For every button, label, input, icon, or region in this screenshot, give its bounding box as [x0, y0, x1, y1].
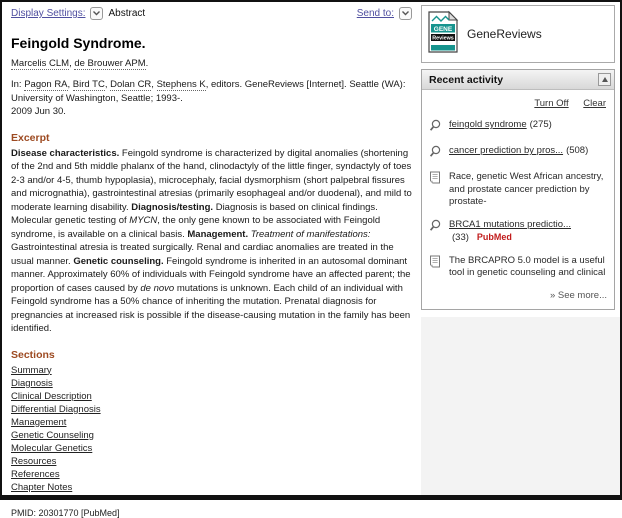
toolbar: [11, 7, 412, 20]
editor-link[interactable]: Stephens K: [156, 79, 206, 90]
editor-link[interactable]: Pagon RA: [24, 79, 68, 90]
author-link[interactable]: Marcelis CLM: [11, 58, 70, 69]
author-separator: ,: [69, 58, 75, 69]
activity-link[interactable]: cancer prediction by pros...: [449, 145, 564, 156]
citation-date: 2009 Jun 30.: [11, 106, 66, 117]
svg-text:Reviews: Reviews: [432, 35, 454, 42]
activity-link[interactable]: feingold syndrome: [449, 119, 527, 130]
recent-activity-title: Recent activity: [429, 73, 504, 86]
section-link[interactable]: Differential Diagnosis: [11, 403, 101, 415]
document-icon: [429, 255, 443, 271]
genereviews-brand-box[interactable]: [421, 5, 615, 63]
activity-item: [429, 171, 607, 209]
search-icon: [429, 219, 443, 235]
activity-count: (275): [529, 119, 552, 130]
section-link[interactable]: Summary: [11, 364, 52, 376]
recent-activity-portlet: [421, 69, 615, 310]
author-list: [11, 58, 412, 69]
pubmed-badge: PubMed: [476, 232, 512, 242]
activity-link[interactable]: BRCA1 mutations predictio...: [449, 218, 571, 230]
see-more-link[interactable]: » See more...: [549, 289, 607, 301]
activity-item: [429, 219, 607, 245]
activity-count: (508): [566, 145, 589, 156]
genereviews-logo-icon: [428, 11, 458, 58]
section-link[interactable]: Molecular Genetics: [11, 442, 93, 454]
editor-link[interactable]: Bird TC: [72, 79, 105, 90]
editor-link[interactable]: Dolan CR: [110, 79, 152, 90]
citation-prefix: In:: [11, 79, 25, 90]
sections-heading: Sections: [11, 348, 55, 361]
recent-activity-body: [422, 90, 614, 309]
activity-text: Race, genetic West African ancestry, and prostate cancer prediction by prostate-: [449, 171, 604, 207]
clear-link[interactable]: Clear: [583, 98, 606, 109]
recent-activity-header: [422, 70, 614, 90]
pmid-text: PMID: 20301770 [PubMed]: [11, 507, 120, 518]
excerpt-heading: Excerpt: [11, 131, 50, 144]
activity-count: (33): [452, 232, 469, 243]
discovery-sidebar: [421, 2, 620, 495]
send-to-dropdown-button[interactable]: [399, 7, 412, 20]
activity-item: [429, 119, 607, 135]
activity-text: The BRCAPRO 5.0 model is a useful tool in genetic counseling and clinical: [449, 254, 606, 278]
chevron-down-icon: [401, 8, 410, 19]
display-settings-link[interactable]: Display Settings:: [11, 8, 86, 19]
section-link[interactable]: Management: [11, 416, 67, 428]
display-mode-label: Abstract: [108, 8, 146, 19]
citation-tail: , editors. GeneReviews [Internet]. Seattle (WA): University of Washington, Seattle; 1993-.: [11, 79, 406, 104]
chevron-down-icon: [92, 8, 101, 19]
section-link[interactable]: Chapter Notes: [11, 481, 73, 493]
genereviews-label: GeneReviews: [467, 27, 542, 41]
article-title: Feingold Syndrome.: [11, 35, 146, 51]
section-link[interactable]: Diagnosis: [11, 377, 53, 389]
author-terminator: .: [145, 58, 149, 69]
turn-off-link[interactable]: Turn Off: [534, 98, 569, 109]
main-content: [2, 2, 421, 518]
send-to-link[interactable]: Send to:: [356, 8, 394, 19]
author-link[interactable]: de Brouwer APM: [74, 58, 146, 69]
display-settings-dropdown-button[interactable]: [90, 7, 103, 20]
collapse-button[interactable]: [598, 73, 611, 86]
search-icon: [429, 145, 443, 161]
citation: In: Pagon RA, Bird TC, Dolan CR, Stephens K, editors. GeneReviews [Internet]. Seattle (WA): University of Washington, Seattle; 1993-. 2009 Jun 30.: [11, 78, 412, 119]
search-icon: [429, 119, 443, 135]
sidebar-background: [421, 317, 620, 496]
section-link[interactable]: Clinical Description: [11, 390, 92, 402]
svg-text:GENE: GENE: [433, 25, 453, 33]
section-link[interactable]: Genetic Counseling: [11, 429, 94, 441]
activity-item: [429, 255, 607, 280]
section-link[interactable]: References: [11, 468, 60, 480]
triangle-up-icon: [602, 77, 608, 82]
document-icon: [429, 171, 443, 187]
sections-list: [11, 364, 412, 494]
excerpt-text: Disease characteristics. Feingold syndrome is characterized by digital anomalies (shortening of the 2nd and 5th middle phalanx of the hand, clinodactyly of the little finger, syndactyly of toes 2-3 and/or 4-5, thumb hypoplasia), microcephaly, facial dysmorphism (short palpebral fissures and micrognathia), gastrointestinal atresias (primarily esophageal and/or duodenal), and mild to moderate learning disability. Diagnosis/testing. Diagnosis is based on clinical findings. Molecular genetic testing of MYCN, the only gene known to be associated with Feingold syndrome, is available on a clinical basis. Management. Treatment of manifestations: Gastrointestinal atresia is treated surgically. Renal and cardiac anomalies are treated in the usual manner. Genetic counseling. Feingold syndrome is inherited in an autosomal dominant manner. Approximately 60% of individuals with Feingold syndrome have an affected parent; the proportion of cases caused by de novo mutations is unknown. Each child of an individual with Feingold syndrome has a 50% chance of inheriting the mutation. Prenatal diagnosis for pregnancies at increased risk is possible if the disease-causing mutation in the family has been identified.: [11, 147, 412, 334]
activity-item: [429, 145, 607, 161]
section-link[interactable]: Resources: [11, 455, 57, 467]
